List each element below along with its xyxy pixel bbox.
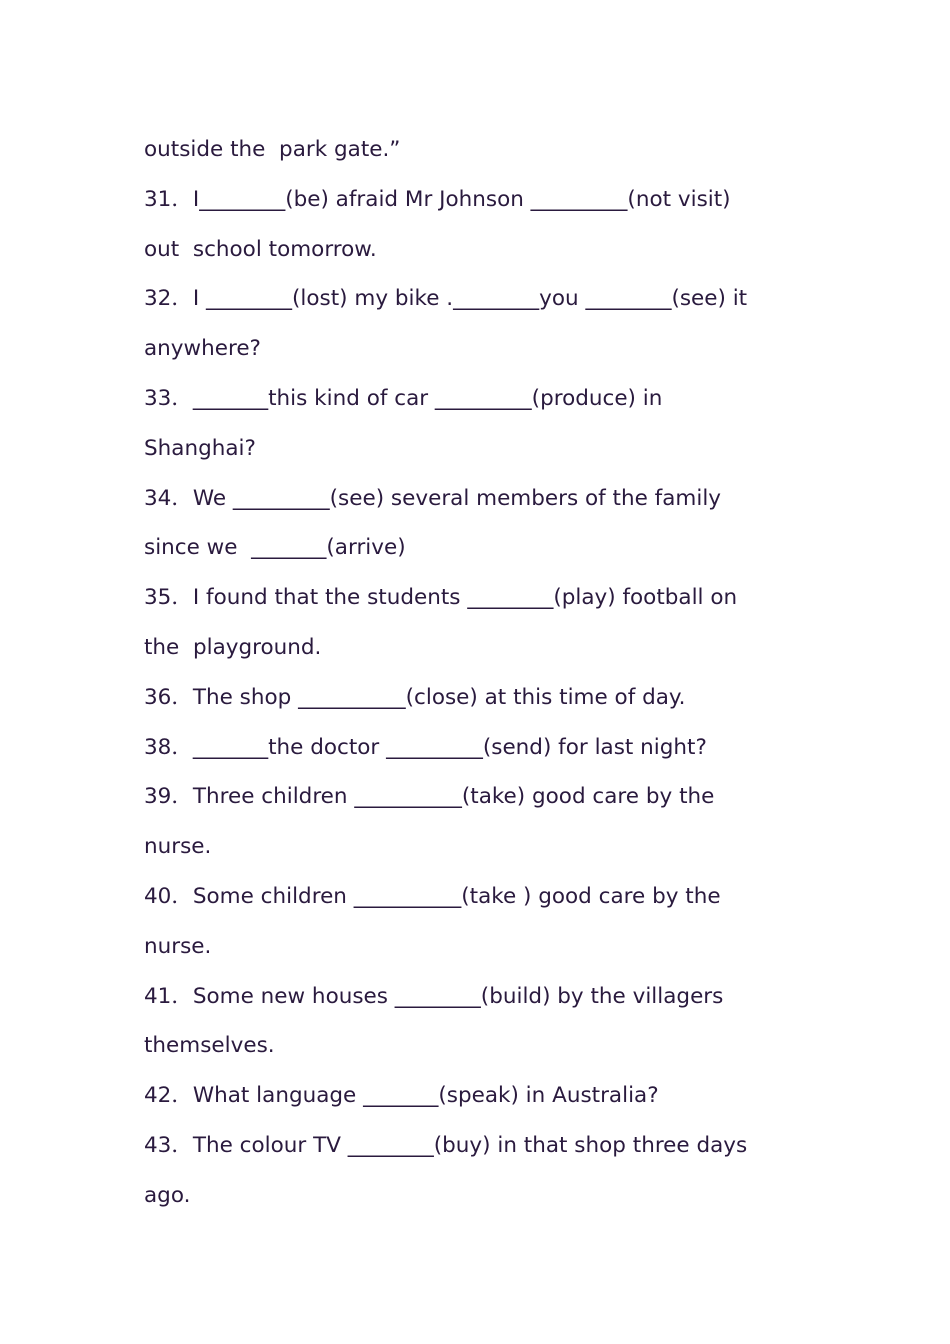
text-line: anywhere? <box>144 336 261 362</box>
text-line: nurse. <box>144 933 212 959</box>
question-40-line: 40．Some children __________(take ) good care by the <box>144 883 721 909</box>
text-line: ago. <box>144 1182 191 1208</box>
text-line: outside the park gate.” <box>144 137 401 162</box>
text-line: since we _______(arrive) <box>144 535 406 561</box>
question-34-line: 34．We _________(see) several members of the family <box>144 485 722 511</box>
text-line: nurse. <box>144 834 212 860</box>
question-42-line: 42．What language _______(speak) in Australia? <box>144 1083 659 1109</box>
exercise-text <box>144 125 824 1221</box>
question-41-line: 41．Some new houses ________(build) by the villagers <box>144 983 724 1009</box>
question-35-line: 35．I found that the students ________(play) football on <box>144 585 738 611</box>
question-39-line: 39．Three children __________(take) good care by the <box>144 784 715 810</box>
question-36-line: 36．The shop __________(close) at this time of day. <box>144 684 686 710</box>
question-38-line: 38．_______the doctor _________(send) for last night? <box>144 734 707 760</box>
text-line: themselves. <box>144 1033 275 1059</box>
question-32-line: 32．I ________(lost) my bike .________you ________(see) it <box>144 286 748 312</box>
text-line: out school tomorrow. <box>144 236 377 262</box>
text-line: the playground. <box>144 634 322 660</box>
text-line: Shanghai? <box>144 435 256 461</box>
question-31-line: 31．I________(be) afraid Mr Johnson _________(not visit) <box>144 186 731 212</box>
question-33-line: 33．_______this kind of car _________(produce) in <box>144 385 663 411</box>
question-43-line: 43．The colour TV ________(buy) in that shop three days <box>144 1132 748 1158</box>
